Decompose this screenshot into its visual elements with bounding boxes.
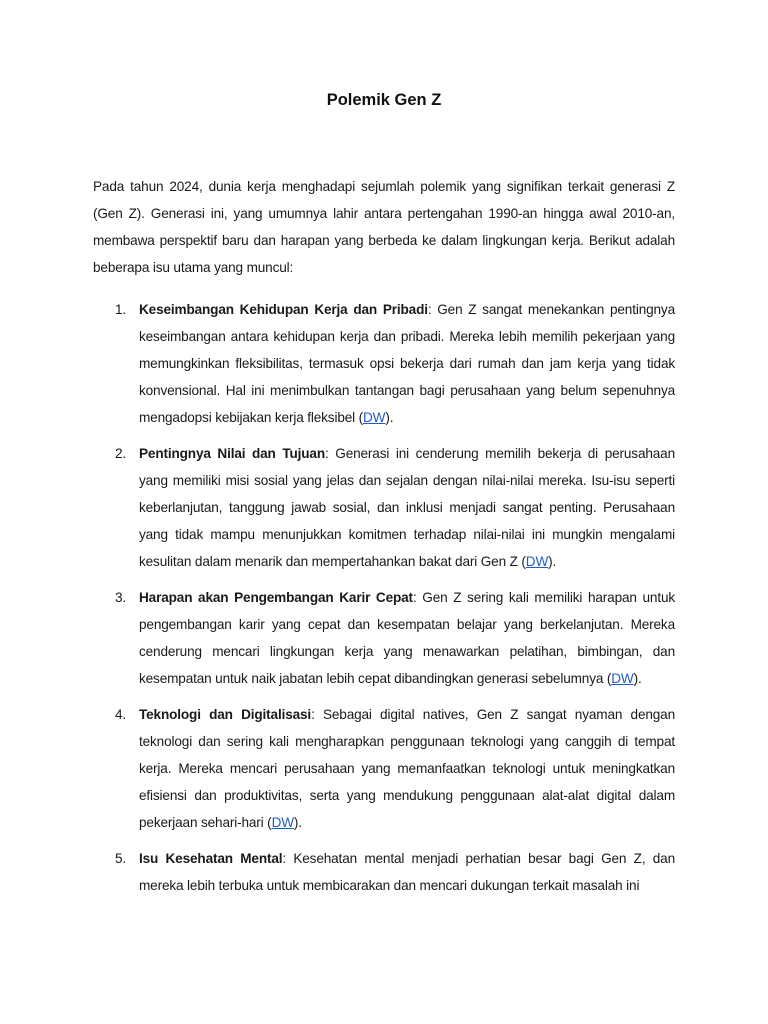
issue-text-end: ). xyxy=(548,554,557,569)
document-title: Polemik Gen Z xyxy=(326,91,442,109)
issue-text: : Sebagai digital natives, Gen Z sangat nyaman dengan teknologi dan sering kali mengharapkan penggunaan teknologi yang canggih di tempat kerja. Mereka mencari perusahaan yang memanfaatkan teknologi untuk meningkatkan efisiensi dan produktivitas, serta yang mendukung penggunaan alat-alat digital dalam pekerjaan sehari-hari ( xyxy=(139,707,675,830)
list-item xyxy=(93,584,675,692)
list-item-number: 2. xyxy=(115,446,127,461)
issue-text: : Kesehatan mental menjadi perhatian besar bagi Gen Z, dan mereka lebih terbuka untuk membicarakan dan mencari dukungan terkait masalah ini xyxy=(139,851,676,893)
list-item xyxy=(93,440,675,575)
issue-title: Isu Kesehatan Mental xyxy=(139,851,283,866)
document-body xyxy=(93,173,675,908)
list-item xyxy=(93,845,675,899)
source-link[interactable]: DW xyxy=(611,671,634,686)
source-link[interactable]: DW xyxy=(271,815,294,830)
list-item-number: 4. xyxy=(115,707,127,722)
issue-text: : Generasi ini cenderung memilih bekerja di perusahaan yang memiliki misi sosial yang jelas dan sejalan dengan nilai-nilai mereka. Isu-isu seperti keberlanjutan, tanggung jawab sosial, dan inklusi menjadi sangat penting. Perusahaan yang tidak mampu menunjukkan komitmen terhadap nilai-nilai ini mungkin mengalami kesulitan dalam menarik dan mempertahankan bakat dari Gen Z ( xyxy=(139,446,675,569)
list-item xyxy=(93,701,675,836)
source-link[interactable]: DW xyxy=(363,410,386,425)
issue-text-end: ). xyxy=(385,410,394,425)
issue-text: : Gen Z sangat menekankan pentingnya keseimbangan antara kehidupan kerja dan pribadi. Mereka lebih memilih pekerjaan yang memungkinkan fleksibilitas, termasuk opsi bekerja dari rumah dan jam kerja yang tidak konvensional. Hal ini menimbulkan tantangan bagi perusahaan yang belum sepenuhnya mengadopsi kebijakan kerja fleksibel ( xyxy=(139,302,675,425)
list-item xyxy=(93,296,675,431)
issue-title: Pentingnya Nilai dan Tujuan xyxy=(139,446,325,461)
issue-title: Teknologi dan Digitalisasi xyxy=(139,707,312,722)
issue-list xyxy=(93,296,675,899)
issue-title: Keseimbangan Kehidupan Kerja dan Pribadi xyxy=(139,302,428,317)
list-item-number: 5. xyxy=(115,851,127,866)
issue-title: Harapan akan Pengembangan Karir Cepat xyxy=(139,590,413,605)
issue-text-end: ). xyxy=(293,815,302,830)
list-item-number: 3. xyxy=(115,590,127,605)
list-item-number: 1. xyxy=(115,302,127,317)
intro-paragraph: Pada tahun 2024, dunia kerja menghadapi sejumlah polemik yang signifikan terkait generasi Z (Gen Z). Generasi ini, yang umumnya lahir antara pertengahan 1990-an hingga awal 2010-an, membawa perspektif baru dan harapan yang berbeda ke dalam lingkungan kerja. Berikut adalah beberapa isu utama yang muncul: xyxy=(93,179,675,275)
source-link[interactable]: DW xyxy=(525,554,549,569)
issue-text: : Gen Z sering kali memiliki harapan untuk pengembangan karir yang cepat dan kesempatan belajar yang berkelanjutan. Mereka cenderung mencari lingkungan kerja yang menawarkan pelatihan, bimbingan, dan kesempatan untuk naik jabatan lebih cepat dibandingkan generasi sebelumnya ( xyxy=(139,590,676,686)
issue-text-end: ). xyxy=(633,671,642,686)
